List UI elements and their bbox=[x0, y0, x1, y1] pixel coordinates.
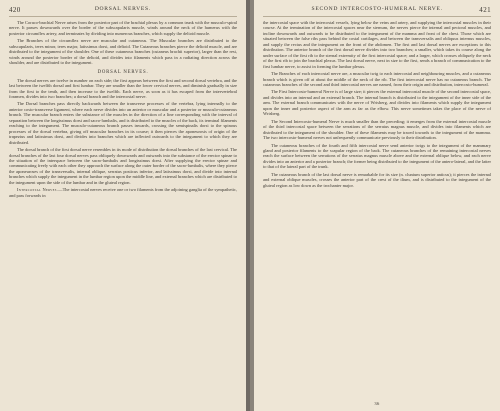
section-paragraph-2: The Dorsal branches pass directly backwards between the transverse processes of the vertebra, lying internally to the anterior costo-transverse ligament, where each nerve divides into an anterior or muscular and a posterior or musculo-cutaneous branch. The muscular branch enters the substance of the muscles in the direction of a line corresponding with the interval of separation between the longissimus dorsi and sacro-lumbalis, and is distributed to the muscles of the back, its terminal filaments reaching to the integument. The musculo-cutaneous branch passes inwards, crossing the semispinalis dorsi to the spinous processes of the dorsal vertebra, giving off muscular branches in its course; it then pierces the aponeurosis of origin of the trapezius and latissimus dorsi, and divides into branches which are inflected outwards to the integument to which they are distributed. bbox=[9, 101, 238, 145]
closing-paragraph bbox=[9, 187, 237, 198]
right-paragraph-5: The cutaneous branches of the fourth and fifth intercostal nerve send anterior twigs to the integument of the mammary gland and posterior filaments to the scapular region of the back. The cutaneous branches of the remaining intercostal nerves reach the surface between the serrations of the serratus magnus muscle above and the external oblique below, and each nerve divides into an anterior and a posterior branch; the former being distributed to the integument of the antero-lateral, and the latter to that of the lateral part of the trunk. bbox=[262, 142, 491, 170]
right-page bbox=[254, 0, 500, 411]
right-running-head bbox=[263, 6, 491, 17]
right-paragraph-2: The Branches of each intercostal nerve are, a muscular twig to each intercostal and neighbouring muscles, and a cutaneous branch which is given off at about the middle of the neck of the rib. The first intercostal nerve has no cutaneous branch. The cutaneous branches of the second and third intercostal nerves are named, from their origin and distribution, intercosto-humeral. bbox=[262, 71, 491, 87]
right-running-title: SECOND INTERCOSTO-HUMERAL NERVE. bbox=[311, 6, 443, 12]
right-paragraph-6: The cutaneous branch of the last dorsal nerve is remarkable for its size (n. clunium superior anticus); it pierces the internal and external oblique muscles, crosses the anterior part of the crest of the ilium, and is distributed to the integument of the gluteal region as low down as the trochanter major. bbox=[262, 171, 491, 188]
left-paragraph-1: The Coraco-brachial Nerve arises from the posterior part of the brachial plexus by a common trunk with the musculo-spiral nerve. It passes downwards over the border of the subscapularis muscle, winds around the neck of the humerus with the posterior circumflex artery, and terminates by dividing into numerous branches, which supply the deltoid muscle. bbox=[9, 20, 238, 36]
closing-text: —The intercostal nerves receive one or two filaments from the adjoining ganglia of the sympathetic, and pass forwards in bbox=[9, 187, 238, 198]
folio-signature: 36 bbox=[374, 401, 380, 406]
right-page-number: 421 bbox=[479, 6, 491, 14]
left-page-number: 420 bbox=[9, 6, 21, 14]
left-running-title: DORSAL NERVES. bbox=[94, 6, 151, 12]
left-paragraph-2: The Branches of the circumflex nerve are muscular and cutaneous. The Muscular branches are distributed to the subscapularis, teres minor, teres major, latissimus dorsi, and deltoid. The Cutaneous branches pierce the deltoid muscle, and are distributed to the integument of the shoulder. One of these cutaneous branches (cutaneus brachii superior), larger than the rest, winds around the posterior border of the deltoid, and divides into filaments which pass in a radiating direction across the shoulder, and are distributed to the integument. bbox=[9, 38, 238, 66]
left-running-head bbox=[9, 6, 237, 17]
right-paragraph-3: The First Intercosto-humeral Nerve is of large size; it pierces the external intercostal muscle of the second intercostal space, and divides into an internal and an external branch. The internal branch is distributed to the integument of the inner side of the arm. The external branch communicates with the nerve of Wrisberg, and divides into filaments which supply the integument upon the inner and posterior aspect of the arm as far as the elbow. This nerve sometimes takes the place of the nerve of Wrisberg. bbox=[262, 89, 491, 117]
closing-lead: Intercostal Nerves. bbox=[17, 187, 59, 193]
section-heading: DORSAL NERVES. bbox=[97, 69, 149, 75]
right-paragraph-4: The Second Intercosto-humeral Nerve is much smaller than the preceding; it emerges from the external intercostal muscle of the third intercostal space between the serrations of the serratus magnus muscle, and divides into filaments which are distributed to the integument of the shoulder. One of these filaments may be traced towards to the integument of the mamma. The two intercosto-humeral nerves not unfrequently communicate previously to their distribution. bbox=[262, 118, 491, 141]
left-page bbox=[0, 0, 246, 411]
section-paragraph-3: The dorsal branch of the first dorsal nerve resembles in its mode of distribution the dorsal branches of the last cervical. The dorsal branches of the last four dorsal nerves pass obliquely downwards and outwards into the substance of the erector spinae to the situation of the interspace between the sacro-lumbalis and longissimus dorsi. After supplying the erector spinae and communicating freely with each other they approach the surface along the outer border of the sacro-lumbalis, where they pierce the aponeuroses of the transversalis, internal oblique, serratus posticus inferior, and latissimus dorsi, and divide into internal branches which supply the integument in the lumbar region upon the middle line, and external branches which are distributed to the integument upon the side of the lumbar and in the gluteal region. bbox=[9, 147, 238, 185]
right-paragraph-1: the intercostal space with the intercostal vessels, lying below the veins and artery, and supplying the intercostal muscles in their course. At the termination of the intercostal spaces near the sternum, the nerves pierce the internal and pectoral muscles, and incline downwards and outwards to be distributed to the integument of the mamma and front of the chest. Those which are situated between the false ribs pass behind the costal cartilages, and between the transversalis and obliquus internus muscles, and supply the rectus and the integument on the front of the abdomen. The first and last dorsal nerves are exceptions to this distribution. The anterior branch of the first dorsal nerve divides into two branches; a smaller, which takes its course along the under surface of the first rib to the sternal extremity of the first intercostal space; and a larger, which crosses obliquely the neck of the first rib to join the brachial plexus. The last dorsal nerve, next in size to the first, sends a branch of communication to the first lumbar nerve, to assist in forming the lumbar plexus. bbox=[262, 20, 491, 69]
section-paragraph-1: The dorsal nerves are twelve in number on each side; the first appears between the first and second dorsal vertebra, and the last between the twelfth dorsal and first lumbar. They are smaller than the lower cervical nerves, and diminish gradually in size from the first to the tenth, and then increase to the twelfth. Each nerve, as soon as it has escaped from the intervertebral foramen, divides into two branches; a dorsal branch and the intercostal nerve. bbox=[9, 77, 238, 99]
